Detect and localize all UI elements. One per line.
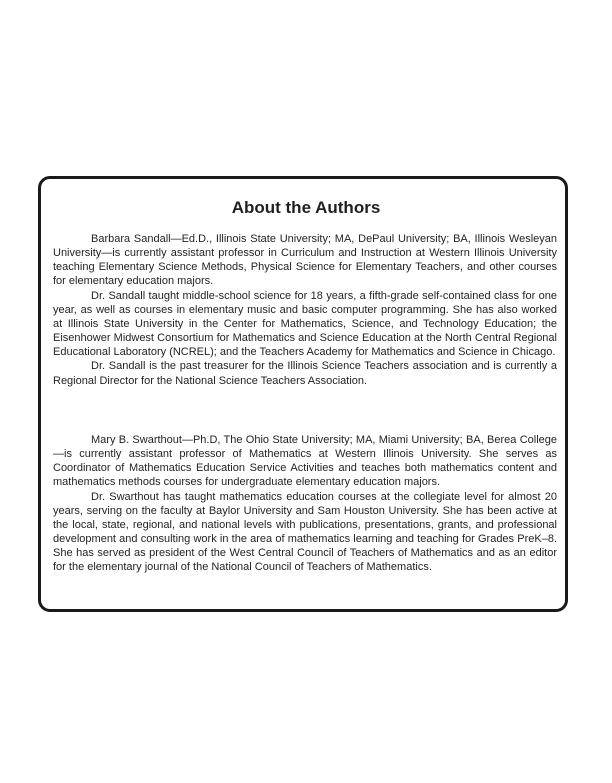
bio-paragraph: Barbara Sandall—Ed.D., Illinois State University; MA, DePaul University; BA, Illinois Wesleyan University—is currently assistant professor in Curriculum and Instruction at Western Illinois University teaching Elementary Science Methods, Physical Science for Elementary Teachers, and other courses for elementary education majors. (53, 233, 557, 288)
bio-paragraph: Dr. Sandall is the past treasurer for the Illinois Science Teachers association and is currently a Regional Director for the National Science Teachers Association. (53, 360, 557, 387)
author-bio-sandall (53, 232, 557, 388)
author-bio-swarthout (53, 433, 557, 575)
bio-paragraph: Dr. Sandall taught middle-school science for 18 years, a fifth-grade self-contained class for one year, as well as courses in elementary music and basic computer programming. She has also worked at Illinois State University in the Center for Mathematics, Science, and Technology Education; the Eisenhower Midwest Consortium for Mathematics and Science Education at the North Central Regional Educational Laboratory (NCREL); and the Teachers Academy for Mathematics and Science in Chicago. (53, 289, 557, 359)
bio-paragraph: Mary B. Swarthout—Ph.D, The Ohio State University; MA, Miami University; BA, Berea College—is currently assistant professor of Mathematics at Western Illinois University. She serves as Coordinator of Mathematics Education Service Activities and teaches both mathematics content and mathematics methods courses for undergraduate elementary education majors. (53, 434, 557, 489)
bio-paragraph: Dr. Swarthout has taught mathematics education courses at the collegiate level for almost 20 years, serving on the faculty at Baylor University and Sam Houston University. She has been active at the local, state, regional, and national levels with publications, presentations, grants, and professional development and consulting work in the area of mathematics learning and teaching for Grades PreK–8. She has served as president of the West Central Council of Teachers of Mathematics and as an editor for the elementary journal of the National Council of Teachers of Mathematics. (53, 490, 557, 574)
section-title: About the Authors (231, 198, 381, 217)
